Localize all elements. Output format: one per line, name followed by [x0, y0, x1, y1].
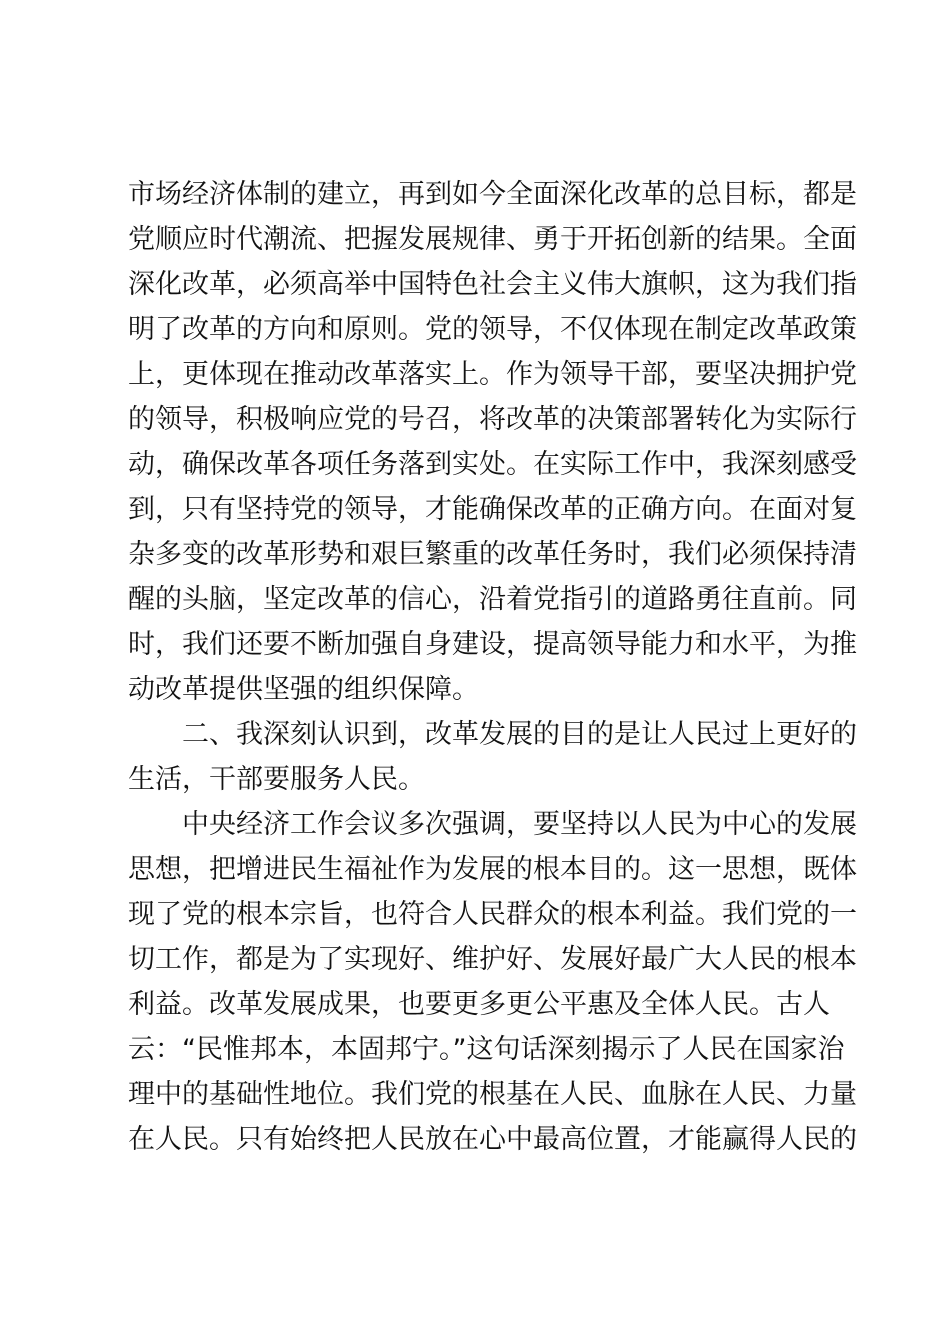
text-line: 理中的基础性地位。我们党的根基在人民、血脉在人民、力量 [128, 1079, 857, 1110]
text-line: 利益。改革发展成果，也要更多更公平惠及全体人民。古人 [128, 989, 830, 1020]
text-line: 动改革提供坚强的组织保障。 [128, 674, 479, 705]
text-line: 市场经济体制的建立，再到如今全面深化改革的总目标，都是 [128, 179, 857, 210]
text-line: 切工作，都是为了实现好、维护好、发展好最广大人民的根本 [128, 944, 857, 975]
text-line: 思想，把增进民生福祉作为发展的根本目的。这一思想，既体 [128, 854, 857, 885]
text-line: 明了改革的方向和原则。党的领导，不仅体现在制定改革政策 [128, 314, 857, 345]
text-line: 上，更体现在推动改革落实上。作为领导干部，要坚决拥护党 [128, 359, 857, 390]
section-heading-line: 二、我深刻认识到，改革发展的目的是让人民过上更好的 [182, 719, 857, 750]
text-line: 深化改革，必须高举中国特色社会主义伟大旗帜，这为我们指 [128, 269, 857, 300]
text-line: 现了党的根本宗旨，也符合人民群众的根本利益。我们党的一 [128, 899, 857, 930]
text-line: 杂多变的改革形势和艰巨繁重的改革任务时，我们必须保持清 [128, 539, 857, 570]
document-body [128, 172, 857, 1162]
text-line: 到，只有坚持党的领导，才能确保改革的正确方向。在面对复 [128, 494, 857, 525]
text-line: 在人民。只有始终把人民放在心中最高位置，才能赢得人民的 [128, 1124, 857, 1155]
text-line: 时，我们还要不断加强自身建设，提高领导能力和水平，为推 [128, 629, 857, 660]
section-heading-line: 生活，干部要服务人民。 [128, 764, 425, 795]
text-line: 云：“民惟邦本，本固邦宁。”这句话深刻揭示了人民在国家治 [128, 1034, 845, 1065]
text-line: 的领导，积极响应党的号召，将改革的决策部署转化为实际行 [128, 404, 857, 435]
text-line: 醒的头脑，坚定改革的信心，沿着党指引的道路勇往直前。同 [128, 584, 857, 615]
text-line: 动，确保改革各项任务落到实处。在实际工作中，我深刻感受 [128, 449, 857, 480]
text-line: 党顺应时代潮流、把握发展规律、勇于开拓创新的结果。全面 [128, 224, 857, 255]
text-line: 中央经济工作会议多次强调，要坚持以人民为中心的发展 [182, 809, 857, 840]
